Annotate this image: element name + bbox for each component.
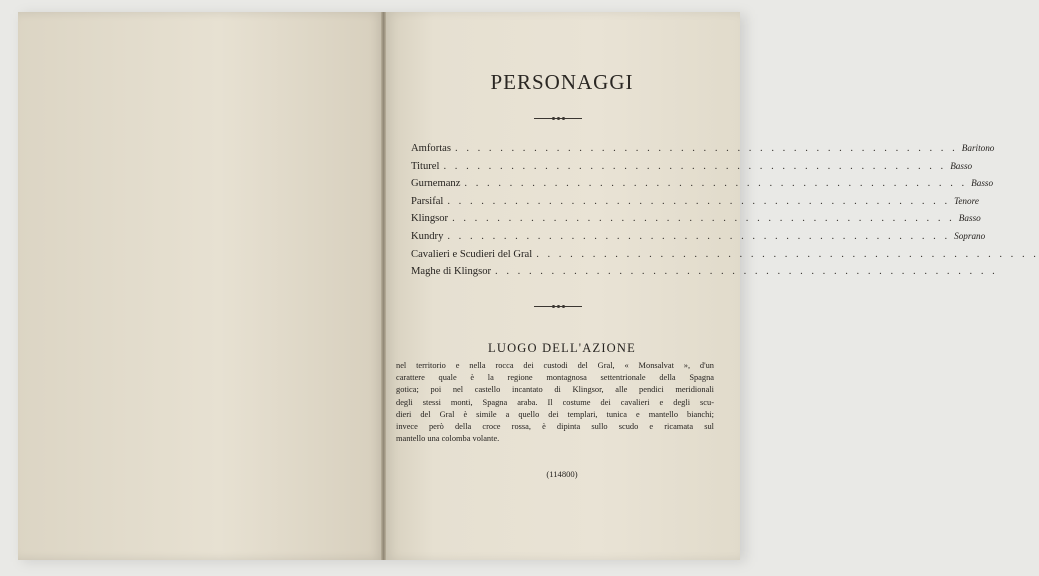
ornament-dot: [557, 305, 560, 308]
page-title: PERSONAGGI: [490, 70, 634, 94]
cast-name: Parsifal: [411, 195, 444, 207]
print-number: (114800): [546, 469, 578, 479]
ornament-dot: [552, 117, 555, 120]
paragraph-line: nel territorio e nella rocca dei custodi del Gral, « Monsalvat », d'un: [396, 361, 714, 370]
book-gutter: [381, 12, 386, 560]
cast-voice: Soprano: [954, 230, 986, 241]
section-ornament: [534, 304, 582, 310]
cast-name: Maghe di Klingsor: [411, 266, 492, 278]
ornament-dot: [562, 305, 565, 308]
cast-voice: Basso: [950, 160, 973, 171]
page-content: [384, 12, 1039, 560]
cast-name: Cavalieri e Scudieri del Gral: [411, 248, 533, 260]
paragraph-line: carattere quale è la regione montagnosa settentrionale della Spagna: [396, 373, 714, 383]
dot-leader: . . . . . . . . . . . . . . . . . . . . . . . . . . . . . . . . . . . . . . . . . . . . .: [447, 195, 951, 207]
cast-row: [411, 230, 986, 249]
cast-name: Klingsor: [411, 213, 449, 225]
cast-row: [411, 178, 994, 196]
right-page: [384, 12, 1039, 560]
cast-row: [411, 195, 979, 214]
cast-list: [411, 143, 1039, 284]
dot-leader: . . . . . . . . . . . . . . . . . . . . . . . . . . . . . . . . . . . . . . . . . . . . .: [452, 213, 955, 225]
ornament-dot: [562, 117, 565, 120]
cast-name: Gurnemanz: [411, 178, 461, 190]
cast-row: [411, 248, 1039, 267]
section-heading: LUOGO DELL'AZIONE: [488, 341, 636, 355]
paragraph-line: dieri del Gral è simile a quello dei templari, tunica e mantello bianchi;: [396, 409, 714, 419]
dot-leader: . . . . . . . . . . . . . . . . . . . . . . . . . . . . . . . . . . . . . . . . . . . . .: [495, 266, 998, 278]
dot-leader: . . . . . . . . . . . . . . . . . . . . . . . . . . . . . . . . . . . . . . . . . . . . .: [443, 160, 947, 172]
cast-voice: Tenore: [954, 195, 979, 206]
ornament-dot: [552, 305, 555, 308]
paragraph-line: gotica; poi nel castello incantato di Klingsor, alle pendici meridionali: [396, 385, 714, 395]
cast-name: Titurel: [411, 160, 440, 172]
paragraph-line: invece però della croce rossa, è dipinta sullo scudo e ricamata sul: [396, 422, 714, 432]
cast-voice: Baritono: [961, 143, 995, 153]
cast-row: [411, 143, 995, 161]
paragraph-line: degli stessi monti, Spagna araba. Il costume dei cavalieri e degli scu-: [396, 397, 714, 407]
left-page: [18, 12, 384, 560]
dot-leader: . . . . . . . . . . . . . . . . . . . . . . . . . . . . . . . . . . . . . . . . . . . . .: [455, 143, 958, 154]
dot-leader: . . . . . . . . . . . . . . . . . . . . . . . . . . . . . . . . . . . . . . . . . . . . .: [464, 178, 968, 190]
paragraph-line: mantello una colomba volante.: [396, 434, 500, 444]
dot-leader: . . . . . . . . . . . . . . . . . . . . . . . . . . . . . . . . . . . . . . . . . . . . .: [536, 248, 1039, 260]
cast-name: Amfortas: [411, 143, 452, 154]
cast-row: [411, 213, 981, 231]
cast-row: [411, 160, 973, 179]
cast-row: [411, 266, 998, 284]
cast-voice: Basso: [958, 213, 981, 224]
ornament-dot: [557, 117, 560, 120]
setting-paragraph: [396, 360, 714, 445]
cast-name: Kundry: [411, 230, 444, 242]
cast-voice: Basso: [971, 178, 994, 189]
title-ornament: [534, 116, 582, 122]
dot-leader: . . . . . . . . . . . . . . . . . . . . . . . . . . . . . . . . . . . . . . . . . . . . .: [447, 230, 951, 242]
